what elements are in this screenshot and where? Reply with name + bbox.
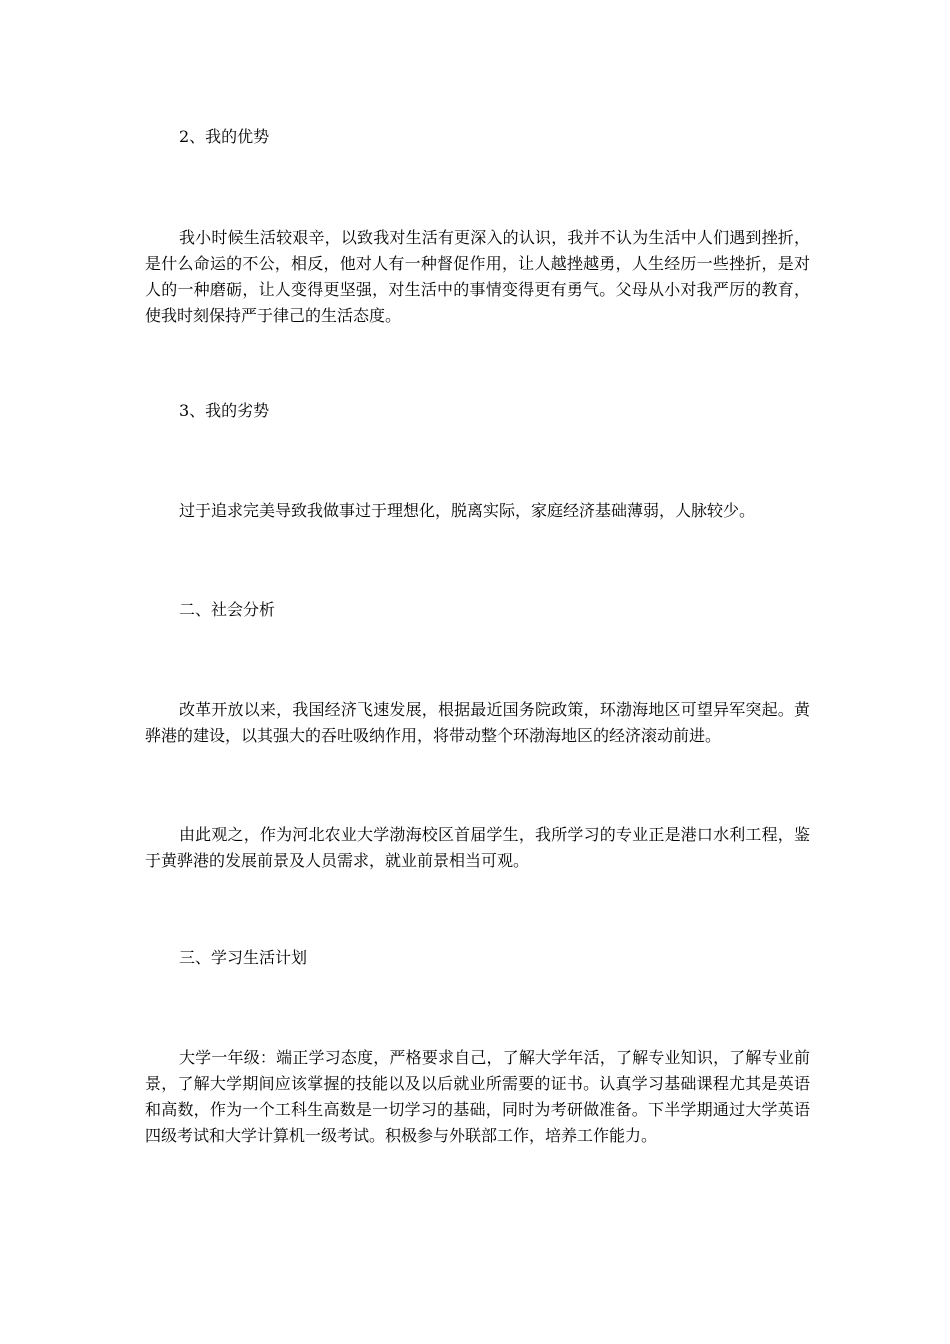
paragraph-advantages: 我小时候生活较艰辛，以致我对生活有更深入的认识，我并不认为生活中人们遇到挫折，是什么命运的不公，相反，他对人有一种督促作用，让人越挫越勇，人生经历一些挫折，是对人的一种磨砺，让人变得更坚强，对生活中的事情变得更有勇气。父母从小对我严厉的教育，使我时刻保持严于律己的生活态度。	[145, 228, 810, 325]
section-heading-disadvantages: 3、我的劣势	[179, 401, 270, 420]
paragraph-social-analysis-2: 由此观之，作为河北农业大学渤海校区首届学生，我所学习的专业正是港口水利工程，鉴于黄骅港的发展前景及人员需求，就业前景相当可观。	[145, 825, 810, 870]
section-heading-study-plan: 三、学习生活计划	[179, 948, 308, 967]
paragraph-disadvantages: 过于追求完美导致我做事过于理想化，脱离实际，家庭经济基础薄弱，人脉较少。	[179, 501, 756, 520]
paragraph-social-analysis-1: 改革开放以来，我国经济飞速发展，根据最近国务院政策，环渤海地区可望异军突起。黄骅港的建设，以其强大的吞吐吸纳作用，将带动整个环渤海地区的经济滚动前进。	[145, 700, 810, 745]
section-heading-social-analysis: 二、社会分析	[179, 600, 276, 619]
paragraph-study-plan: 大学一年级：端正学习态度，严格要求自己，了解大学年活，了解专业知识，了解专业前景，了解大学期间应该掌握的技能以及以后就业所需要的证书。认真学习基础课程尤其是英语和高数，作为一个工科生高数是一切学习的基础，同时为考研做准备。下半学期通过大学英语四级考试和大学计算机一级考试。积极参与外联部工作，培养工作能力。	[145, 1048, 810, 1145]
section-heading-advantages: 2、我的优势	[179, 127, 270, 146]
